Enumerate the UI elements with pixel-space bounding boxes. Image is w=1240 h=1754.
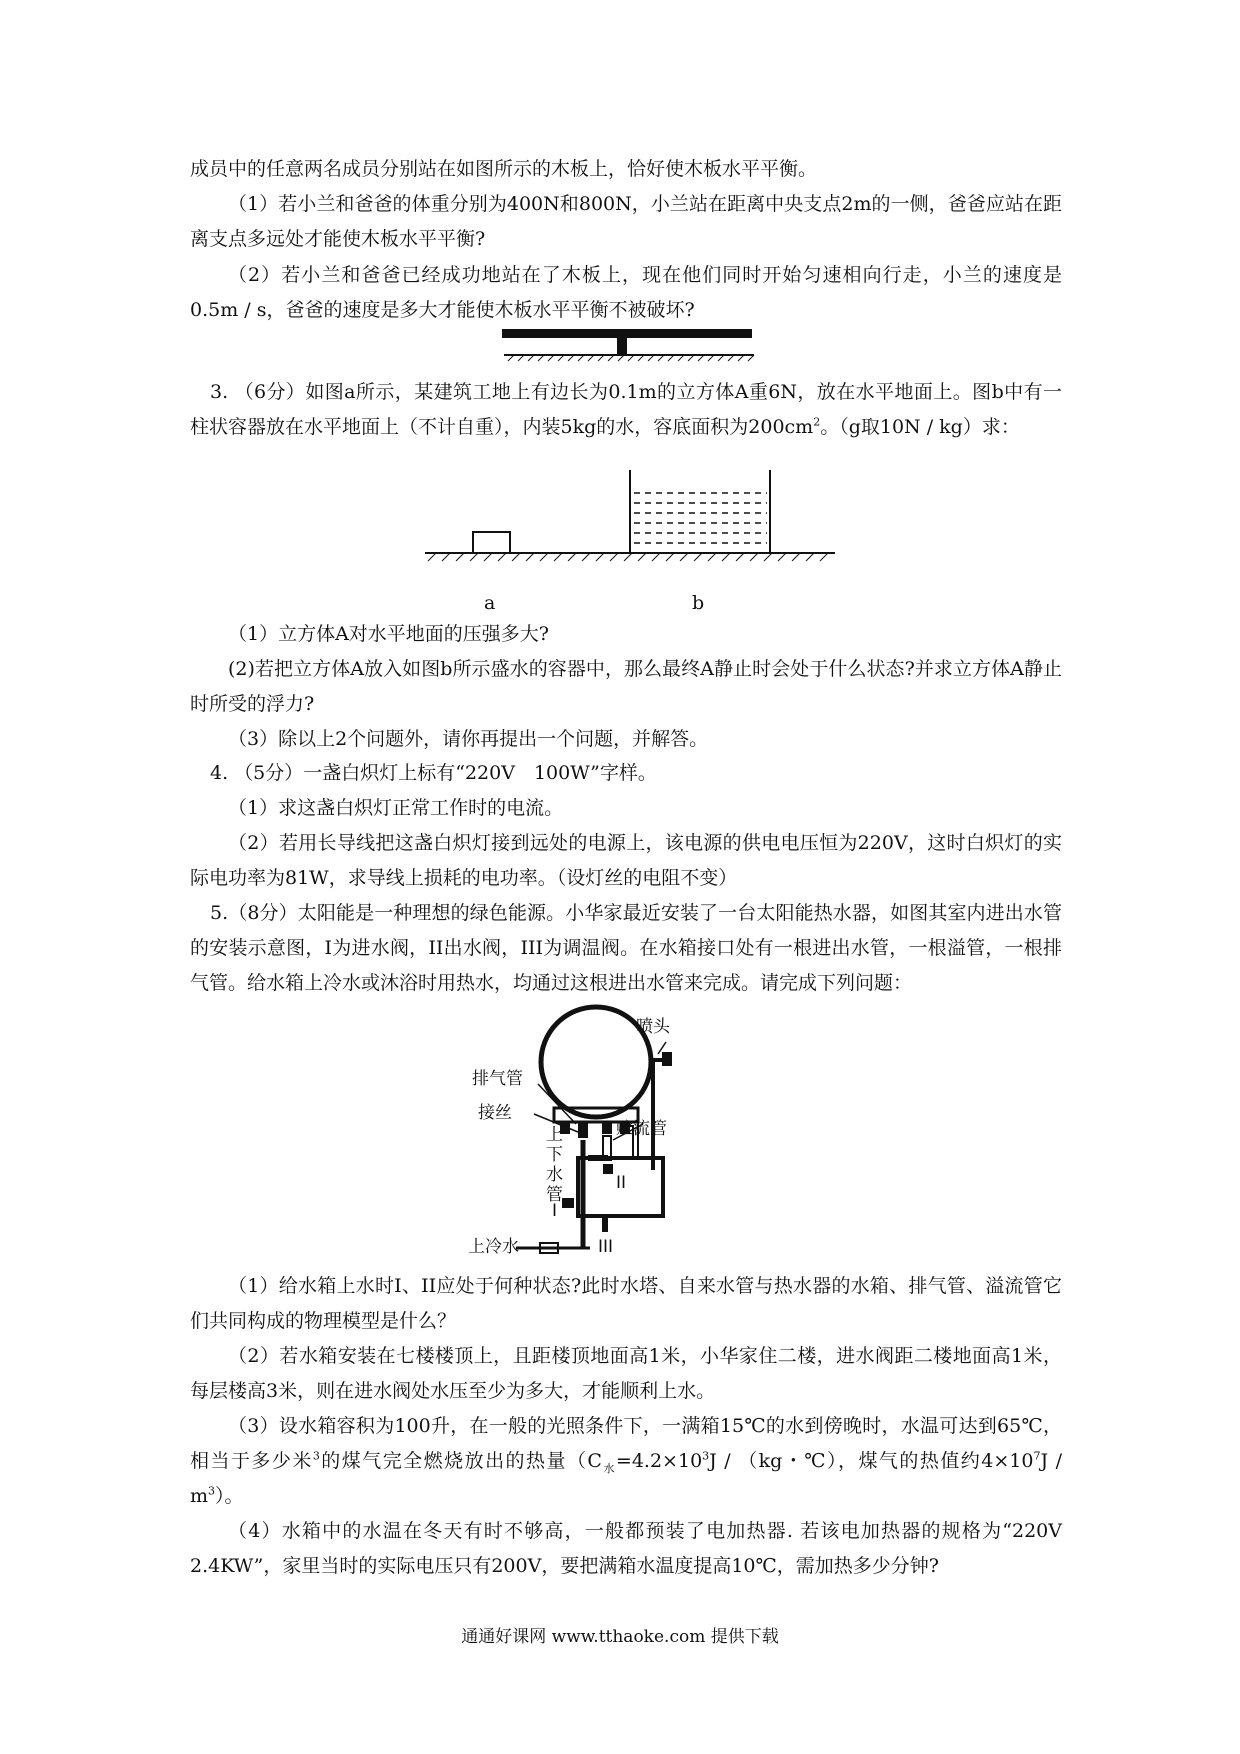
q5-p3-f: ）。 bbox=[215, 1485, 244, 1507]
q4-part1: （1）求这盏白炽灯正常工作时的电流。 bbox=[228, 797, 564, 819]
ground-hatch bbox=[428, 553, 828, 561]
water-tank bbox=[541, 1007, 651, 1117]
seesaw-figure bbox=[500, 325, 760, 365]
seesaw-pivot bbox=[617, 338, 627, 355]
q3-stem-b: 。（g取10N / kg）求： bbox=[820, 416, 1020, 438]
q2-part1: （1）若小兰和爸爸的体重分别为400N和800N，小兰站在距离中央支点2m的一侧，爸爸应站在距离支点多远处才能使木板水平平衡? bbox=[190, 193, 1062, 250]
seesaw-board bbox=[502, 329, 752, 338]
q5-p3-a: （3）设水箱容积为100升，在一般的光照条件下，一满箱15℃的水到傍晚时，水温可达到65℃，相当于多少米 bbox=[190, 1415, 1062, 1472]
container-b bbox=[630, 470, 770, 553]
q3-stem bbox=[190, 375, 1062, 445]
label-valve-2: II bbox=[616, 1173, 627, 1193]
label-pipe-2: 下 bbox=[546, 1145, 563, 1165]
q5-p3-d: J / （kg・℃），煤气的热值约4×10 bbox=[709, 1450, 1034, 1472]
intro-text: 成员中的任意两名成员分别站在如图所示的木板上，恰好使木板水平平衡。 bbox=[190, 158, 818, 180]
water-dashes bbox=[634, 493, 767, 543]
q5-stem: 5.（8分）太阳能是一种理想的绿色能源。小华家最近安装了一台太阳能热水器，如图其室内进出水管的安装示意图，I为进水阀，II出水阀，III为调温阀。在水箱接口处有一根进出水管，一根溢管，一根排气管。给水箱上冷水或沐浴时用热水，均通过这根进出水管来完成。请完成下列问题： bbox=[190, 902, 1062, 994]
label-shower: 喷头 bbox=[636, 1017, 670, 1037]
q5-p3-sup2: 3 bbox=[702, 1449, 710, 1463]
q5-p3-sub: 水 bbox=[601, 1461, 616, 1475]
q5-p3-sup1: 3 bbox=[312, 1449, 320, 1463]
page-footer: 通通好课网 www.tthaoke.com 提供下载 bbox=[461, 1627, 779, 1647]
q3-part2: (2)若把立方体A放入如图b所示盛水的容器中，那么最终A静止时会处于什么状态?并求立方体A静止时所受的浮力? bbox=[190, 658, 1062, 715]
figure-label-b: b bbox=[692, 592, 705, 614]
shower-head bbox=[662, 1052, 672, 1066]
cube-container-figure bbox=[420, 465, 840, 580]
q2-part2: （2）若小兰和爸爸已经成功地站在了木板上，现在他们同时开始匀速相向行走，小兰的速度是0.5m / s，爸爸的速度是多大才能使木板水平平衡不被破坏? bbox=[190, 264, 1062, 321]
label-cold-water: 上冷水 bbox=[468, 1237, 519, 1257]
cube-a bbox=[473, 532, 510, 553]
q5-part2: （2）若水箱安装在七楼楼顶上，且距楼顶地面高1米，小华家住二楼，进水阀距二楼地面高1米，每层楼高3米，则在进水阀处水压至少为多大，才能顺利上水。 bbox=[190, 1345, 1062, 1402]
label-valve-1: I bbox=[552, 1201, 558, 1221]
label-vent: 排气管 bbox=[472, 1069, 523, 1089]
label-pipe-3: 水 bbox=[546, 1165, 563, 1185]
q5-p3-sup4: 3 bbox=[208, 1484, 216, 1498]
q5-p3-e: J / m bbox=[190, 1450, 1062, 1507]
solar-heater-figure bbox=[468, 1000, 798, 1265]
q5-part4: （4）水箱中的水温在冬天有时不够高，一般都预装了电加热器. 若该电加热器的规格为“220V 2.4KW”，家里当时的实际电压只有200V，要把满箱水温度提高10℃，需加热多少分钟? bbox=[190, 1520, 1062, 1577]
label-pipe-4: 管 bbox=[546, 1185, 563, 1205]
label-pipe-1: 上 bbox=[546, 1125, 563, 1145]
q5-part1: （1）给水箱上水时I、II应处于何种状态?此时水塔、自来水管与热水器的水箱、排气管、溢流管它们共同构成的物理模型是什么？ bbox=[190, 1275, 1062, 1332]
q4-part2: （2）若用长导线把这盏白炽灯接到远处的电源上，该电源的供电电压恒为220V，这时白炽灯的实际电功率为81W，求导线上损耗的电功率。（设灯丝的电阻不变） bbox=[190, 832, 1062, 889]
q3-stem-sup: 2 bbox=[813, 415, 821, 429]
q5-p3-b: 的煤气完全燃烧放出的热量（C bbox=[319, 1450, 602, 1472]
q5-p3-c: =4.2×10 bbox=[615, 1450, 703, 1472]
q3-part3: （3）除以上2个问题外，请你再提出一个问题，并解答。 bbox=[228, 728, 709, 750]
valve-3 bbox=[602, 1218, 608, 1232]
q3-stem-a: 3. （6分）如图a所示，某建筑工地上有边长为0.1m的立方体A重6N，放在水平地面上。图b中有一柱状容器放在水平地面上（不计自重），内装5kg的水，容底面积为200cm bbox=[190, 381, 1062, 438]
label-joint: 接丝 bbox=[478, 1103, 512, 1123]
q4-stem: 4. （5分）一盏白炽灯上标有“220V 100W”字样。 bbox=[210, 762, 657, 784]
q5-part3 bbox=[190, 1409, 1062, 1514]
q5-p3-sup3: 7 bbox=[1033, 1449, 1041, 1463]
valve-1 bbox=[562, 1198, 574, 1208]
label-overflow: 贮流管 bbox=[616, 1119, 667, 1139]
q3-part1: （1）立方体A对水平地面的压强多大? bbox=[228, 623, 549, 645]
label-valve-3: III bbox=[598, 1237, 614, 1257]
figure-label-a: a bbox=[484, 592, 496, 614]
